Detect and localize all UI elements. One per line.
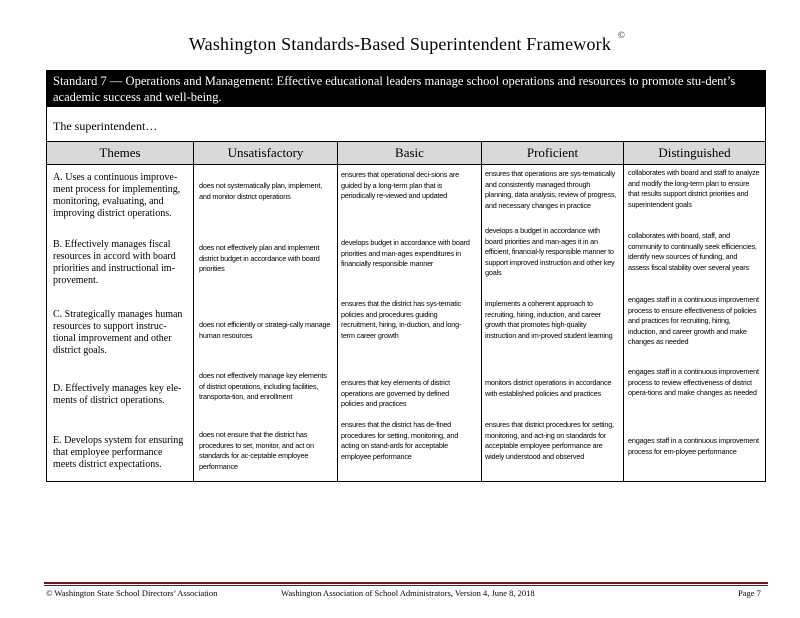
row-a-unsatisfactory: does not systematically plan, implement, and monitor district operations <box>199 181 322 201</box>
theme-d: D. Effectively manages key ele-ments of district operations. <box>53 383 182 406</box>
column-header-basic: Basic <box>337 142 481 164</box>
table-header <box>47 141 765 165</box>
rubric-table <box>46 70 766 482</box>
column-header-unsatisfactory: Unsatisfactory <box>193 142 337 164</box>
row-e-distinguished: engages staff in a continuous improvement process for em-ployee performance <box>628 436 759 456</box>
column-divider <box>623 163 624 481</box>
row-c-basic: ensures that the district has sys-tematic policies and procedures guiding recruitment, hiring, in-duction, and long-term career growth <box>341 299 462 340</box>
row-c-proficient: implements a coherent approach to recruiting, hiring, induction, and career growth that promotes high-quality instruction and im-proved student learning <box>485 299 613 340</box>
intro-text: The superintendent… <box>53 119 158 133</box>
row-e-basic: ensures that the district has de-fined procedures for setting, monitoring, and acting on stand-ards for acceptable employee performance <box>341 420 459 461</box>
row-d-distinguished: engages staff in a continuous improvement process to review effectiveness of district opera-tions and make changes as needed <box>628 367 759 398</box>
column-header-distinguished: Distinguished <box>623 142 765 164</box>
row-b-distinguished: collaborates with board, staff, and community to continually seek efficiencies, identify new sources of funding, and assess fiscal stability over several years <box>628 231 757 272</box>
page-title: Washington Standards-Based Superintendent Framework <box>188 34 612 54</box>
row-d-proficient: monitors district operations in accordance with established policies and practices <box>485 378 612 398</box>
theme-a: A. Uses a continuous improve-ment process for implementing, monitoring, evaluating, and improving district operations. <box>53 172 181 219</box>
theme-c: C. Strategically manages human resources to support instruc-tional improvement and other district goals. <box>53 309 183 356</box>
row-d-basic: ensures that key elements of district operations are governed by defined policies and practices <box>341 378 450 409</box>
row-a-proficient: ensures that operations are sys-tematically and consistently managed through planning, data analysis, review of progress, and necessary changes in practice <box>485 169 617 210</box>
copyright-mark: © <box>618 30 625 40</box>
column-header-proficient: Proficient <box>481 142 623 164</box>
row-b-unsatisfactory: does not effectively plan and implement district budget in accordance with board priorities <box>199 243 320 274</box>
footer-rule-thin <box>44 585 768 586</box>
theme-e: E. Develops system for ensuring that employee performance meets district expectations. <box>53 435 184 470</box>
standard-banner: Standard 7 — Operations and Management: Effective educational leaders manage school operations and resources to promote stu-dent’s academic success and well-being. <box>47 71 765 107</box>
row-e-proficient: ensures that district procedures for setting, monitoring, and act-ing on standards for acceptable employee performance are widely understood and observed <box>485 420 614 461</box>
footer-version: Washington Association of School Administrators, Version 4, June 8, 2018 <box>281 588 535 598</box>
row-b-basic: develops budget in accordance with board priorities and man-ages expenditures in financially responsible manner <box>341 238 470 269</box>
row-a-basic: ensures that operational deci-sions are guided by a long-term plan that is periodically re-viewed and updated <box>341 170 459 201</box>
footer-rule <box>44 582 768 584</box>
column-divider <box>481 163 482 481</box>
row-d-unsatisfactory: does not effectively manage key elements of district operations, including facilities, transporta-tion, and enrollment <box>199 371 327 402</box>
row-a-distinguished: collaborates with board and staff to analyze and modify the long-term plan to ensure that results support district priorities and superintendent goals <box>628 168 760 209</box>
row-c-unsatisfactory: does not efficiently or strategi-cally manage human resources <box>199 320 331 340</box>
row-e-unsatisfactory: does not ensure that the district has procedures to set, monitor, and act on standards for ac-ceptable employee performance <box>199 430 314 471</box>
footer-copyright: © Washington State School Directors’ Association <box>46 588 218 598</box>
row-c-distinguished: engages staff in a continuous improvement process to ensure effectiveness of policies and practices for recruiting, hiring, induction, and career growth and make changes as needed <box>628 295 759 347</box>
theme-b: B. Effectively manages fiscal resources in accord with board priorities and instructional im-provement. <box>53 239 176 286</box>
column-divider <box>193 163 194 481</box>
column-divider <box>337 163 338 481</box>
row-b-proficient: develops a budget in accordance with board priorities and man-ages it in an efficient, financial-ly responsible manner to support improved instruction and other key goals <box>485 226 615 278</box>
column-header-themes: Themes <box>99 145 141 160</box>
footer-page-number: Page 7 <box>738 588 761 598</box>
